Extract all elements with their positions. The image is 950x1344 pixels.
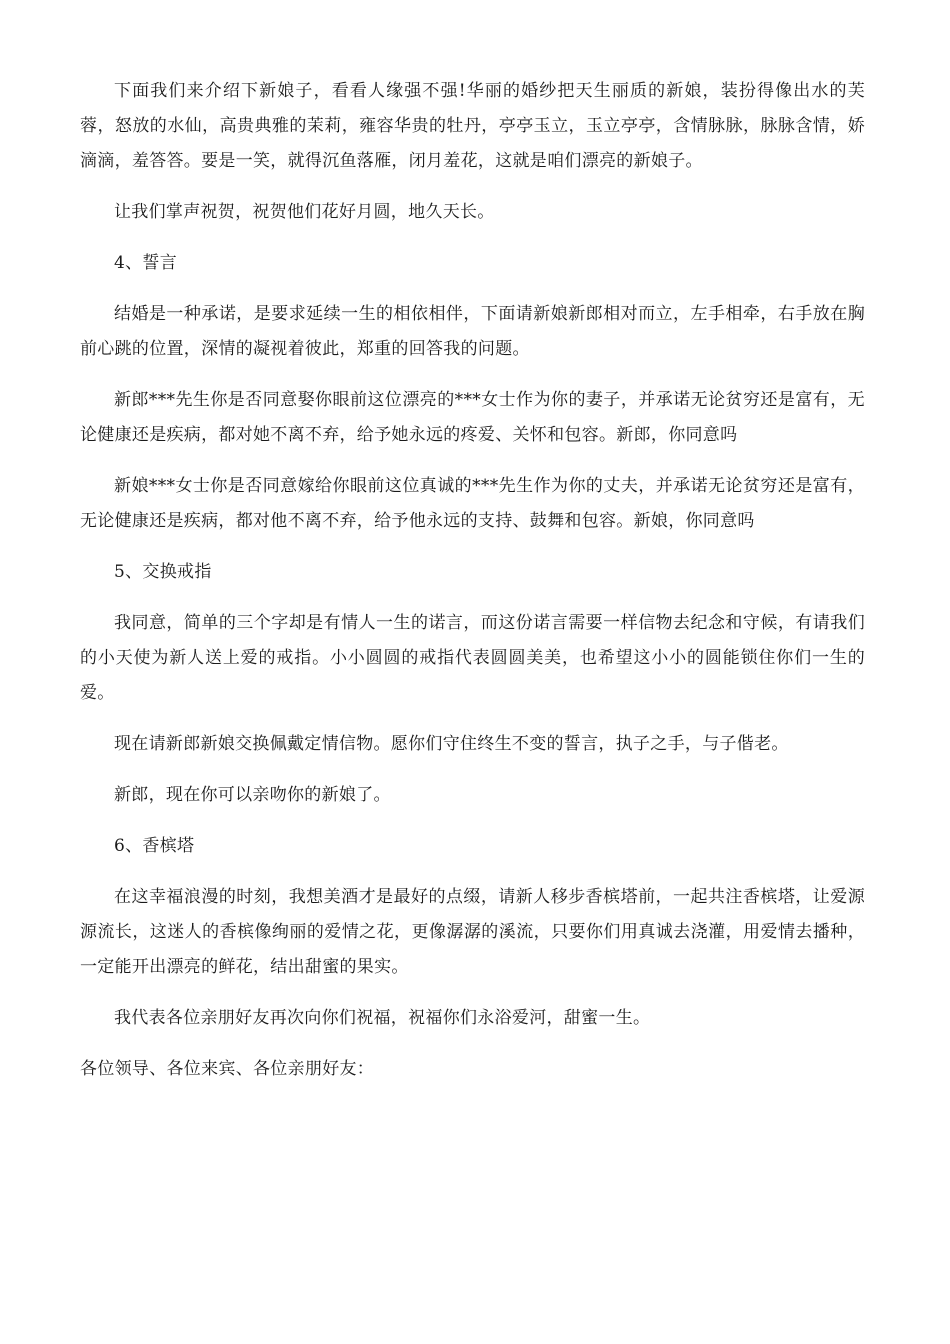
section-heading-vows: 4、誓言 (114, 253, 178, 273)
paragraph-ring-exchange: 现在请新郎新娘交换佩戴定情信物。愿你们守住终生不变的誓言，执子之手，与子偕老。 (114, 734, 789, 754)
paragraph-vows-intro: 结婚是一种承诺，是要求延续一生的相依相伴，下面请新娘新郎相对而立，左手相牵，右手放在胸前心跳的位置，深情的凝视着彼此，郑重的回答我的问题。 (80, 304, 865, 359)
paragraph-champagne: 在这幸福浪漫的时刻，我想美酒才是最好的点缀，请新人移步香槟塔前，一起共注香槟塔，让爱源源流长，这迷人的香槟像绚丽的爱情之花，更像潺潺的溪流，只要你们用真诚去浇灌，用爱情去播种，一定能开出漂亮的鲜花，结出甜蜜的果实。 (80, 887, 865, 977)
paragraph-greeting: 各位领导、各位来宾、各位亲朋好友： (80, 1059, 375, 1079)
paragraph-groom-vow: 新郎***先生你是否同意娶你眼前这位漂亮的***女士作为你的妻子，并承诺无论贫穷还是富有，无论健康还是疾病，都对她不离不弃，给予她永远的疼爱、关怀和包容。新郎，你同意吗 (80, 390, 865, 445)
document-body (80, 74, 865, 1103)
section-heading-champagne: 6、香槟塔 (114, 836, 195, 856)
section-heading-rings: 5、交换戒指 (114, 562, 212, 582)
paragraph-blessing: 我代表各位亲朋好友再次向你们祝福，祝福你们永浴爱河，甜蜜一生。 (114, 1008, 651, 1028)
paragraph-kiss: 新郎，现在你可以亲吻你的新娘了。 (114, 785, 391, 805)
paragraph-bride-vow: 新娘***女士你是否同意嫁给你眼前这位真诚的***先生作为你的丈夫，并承诺无论贫穷还是富有，无论健康还是疾病，都对他不离不弃，给予他永远的支持、鼓舞和包容。新娘，你同意吗 (80, 476, 865, 531)
paragraph-rings: 我同意，简单的三个字却是有情人一生的诺言，而这份诺言需要一样信物去纪念和守候，有请我们的小天使为新人送上爱的戒指。小小圆圆的戒指代表圆圆美美，也希望这小小的圆能锁住你们一生的爱。 (80, 613, 865, 703)
paragraph-bride-intro: 下面我们来介绍下新娘子，看看人缘强不强!华丽的婚纱把天生丽质的新娘，装扮得像出水的芙蓉，怒放的水仙，高贵典雅的茉莉，雍容华贵的牡丹，亭亭玉立，玉立亭亭，含情脉脉，脉脉含情，娇滴滴，羞答答。要是一笑，就得沉鱼落雁，闭月羞花，这就是咱们漂亮的新娘子。 (80, 81, 865, 171)
paragraph-applause: 让我们掌声祝贺，祝贺他们花好月圆，地久天长。 (114, 202, 495, 222)
